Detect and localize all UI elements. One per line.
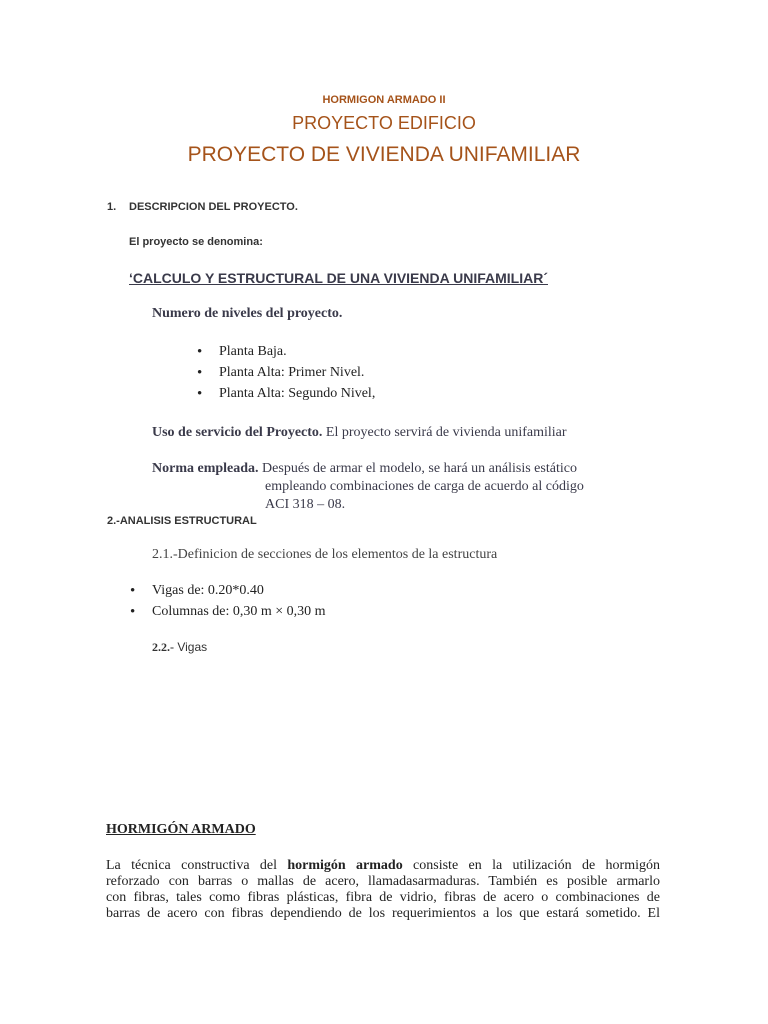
norm-label: Norma empleada. — [152, 461, 259, 476]
list-item: • Columnas de: 0,30 m × 0,30 m — [130, 604, 326, 620]
project-name: ‘CALCULO Y ESTRUCTURAL DE UNA VIVIENDA UNIFAMILIAR´ — [129, 270, 548, 286]
article-paragraph — [106, 858, 660, 922]
bullet-icon: • — [197, 386, 203, 402]
document-subtitle: PROYECTO EDIFICIO — [292, 113, 476, 133]
use-line — [152, 425, 567, 441]
section2-heading: 2.-ANALISIS ESTRUCTURAL — [107, 515, 257, 527]
bullet-icon: • — [130, 583, 136, 599]
list-item: • Planta Baja. — [197, 344, 287, 360]
bullet-icon: • — [130, 604, 136, 620]
list-item: • Vigas de: 0.20*0.40 — [130, 583, 264, 599]
list-item: • Planta Alta: Primer Nivel. — [197, 365, 365, 381]
norm-line-2: empleando combinaciones de carga de acuerdo al código — [265, 479, 584, 494]
document-title: PROYECTO DE VIVIENDA UNIFAMILIAR — [187, 143, 581, 166]
paragraph-line: reforzado con barras o mallas de acero, llamadasarmaduras. También es posible armarlo — [106, 874, 660, 889]
section2-sub2 — [152, 640, 207, 655]
bullet-icon: • — [197, 344, 203, 360]
section2-sub1: 2.1.-Definicion de secciones de los elementos de la estructura — [152, 547, 498, 562]
sub2-number: 2.2.- — [152, 640, 174, 654]
article-heading: HORMIGÓN ARMADO — [106, 822, 256, 837]
paragraph-line: con fibras, tales como fibras plásticas, fibra de vidrio, fibras de acero o combinaciones de — [106, 890, 660, 905]
use-text: El proyecto servirá de vivienda unifamiliar — [322, 425, 567, 440]
sections-list — [130, 583, 430, 625]
section1-heading: DESCRIPCION DEL PROYECTO. — [129, 201, 298, 213]
list-item: • Planta Alta: Segundo Nivel, — [197, 386, 376, 402]
levels-list — [197, 344, 497, 407]
levels-heading: Numero de niveles del proyecto. — [152, 306, 343, 321]
sub2-label: Vigas — [174, 640, 208, 654]
paragraph-line: La técnica constructiva del hormigón armado consiste en la utilización de hormigón — [106, 858, 660, 873]
course-title: HORMIGON ARMADO II — [322, 94, 446, 106]
project-intro: El proyecto se denomina: — [129, 236, 263, 248]
use-label: Uso de servicio del Proyecto. — [152, 425, 323, 440]
norm-line-3: ACI 318 – 08. — [265, 497, 346, 512]
paragraph-line: barras de acero con fibras dependiendo de los requerimientos a los que estará sometido. El — [106, 906, 660, 921]
norm-line-1 — [152, 461, 577, 477]
norm-text: Después de armar el modelo, se hará un análisis estático — [258, 461, 577, 476]
bullet-icon: • — [197, 365, 203, 381]
section1-number: 1. — [107, 201, 117, 213]
